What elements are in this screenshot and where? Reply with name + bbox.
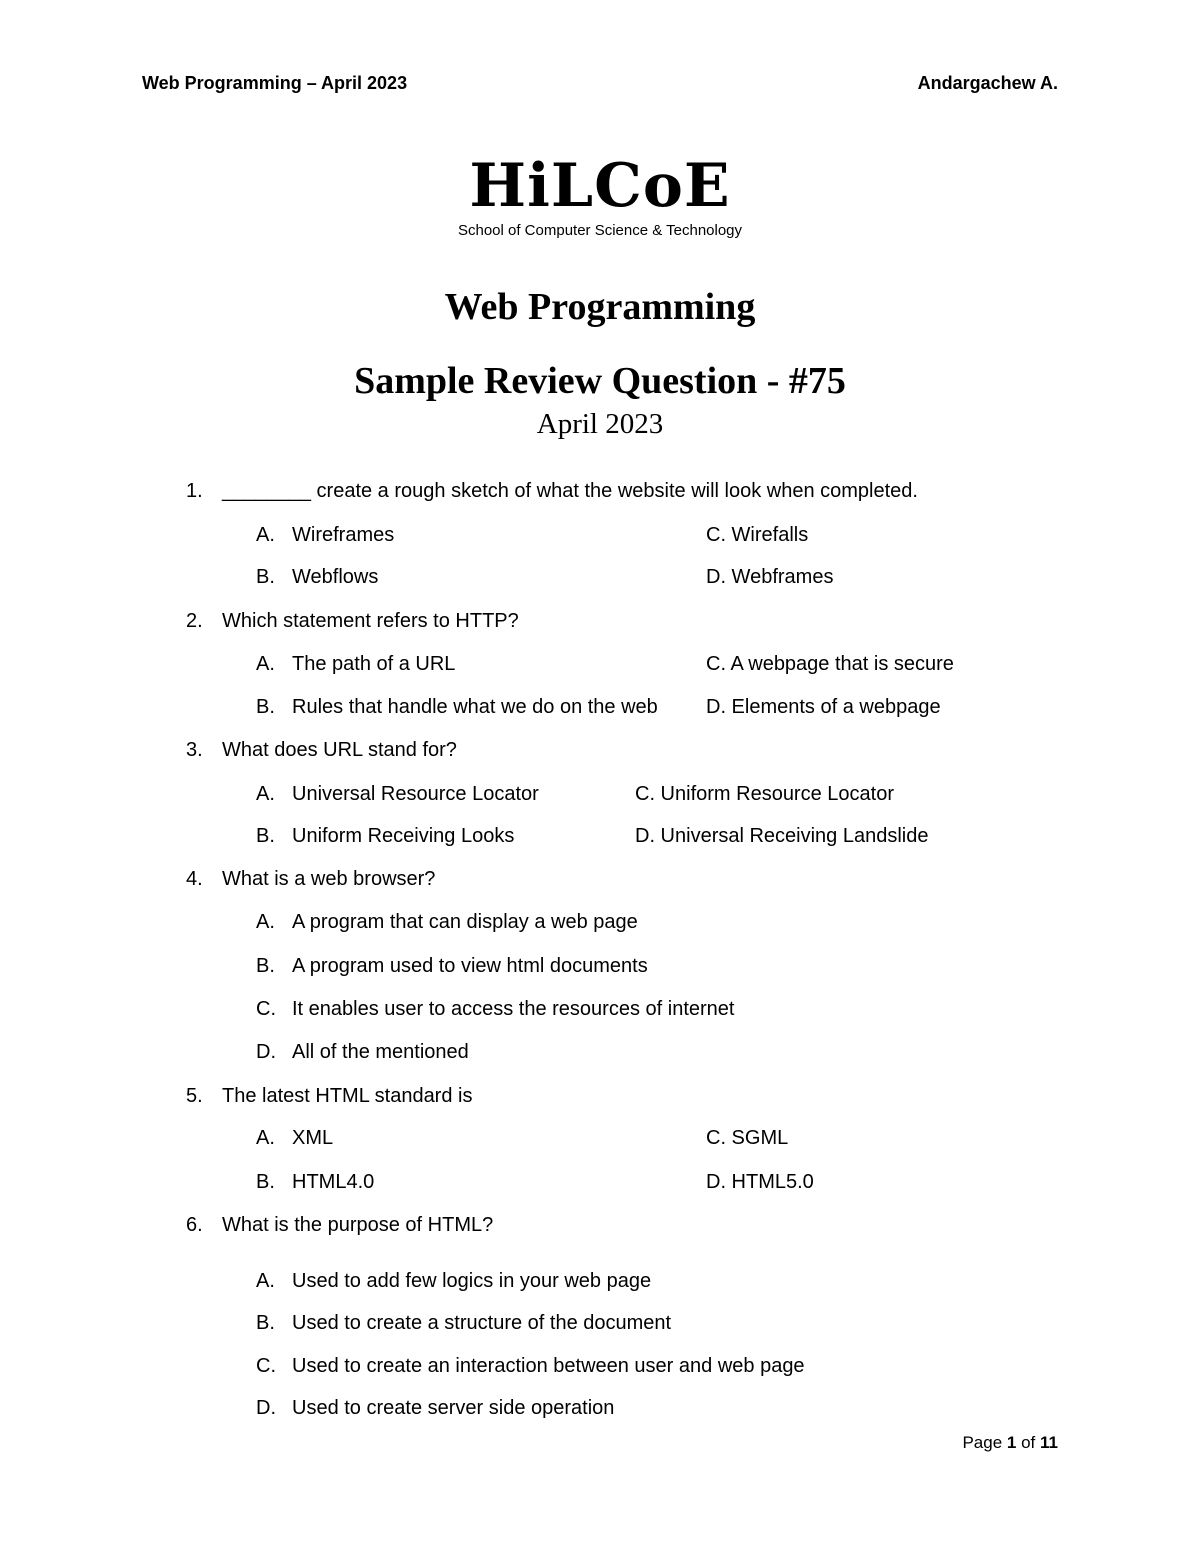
question-text: What is a web browser?	[222, 868, 436, 890]
option-text: All of the mentioned	[292, 1041, 469, 1063]
option-text: A program used to view html documents	[292, 955, 648, 977]
option-text: C. Uniform Resource Locator	[635, 783, 894, 805]
header-right: Andargachew A.	[917, 73, 1058, 93]
question-number: 5.	[186, 1085, 203, 1107]
question-number: 4.	[186, 868, 203, 890]
header-left: Web Programming – April 2023	[142, 73, 408, 93]
option-text: Wireframes	[292, 524, 395, 546]
option-text: A program that can display a web page	[292, 911, 638, 933]
option-1d	[706, 566, 833, 589]
option-text: D. Universal Receiving Landslide	[635, 825, 929, 847]
page-current: 1	[1006, 1433, 1017, 1452]
option-2c	[706, 653, 954, 676]
option-letter: A.	[256, 1127, 275, 1149]
question-number: 1.	[186, 480, 203, 502]
option-3d	[635, 825, 928, 848]
option-text: Uniform Receiving Looks	[292, 825, 515, 847]
option-letter: B.	[256, 955, 275, 977]
logo-subtitle: School of Computer Science & Technology	[457, 222, 743, 239]
question-2	[186, 610, 519, 633]
course-title: Web Programming	[444, 286, 756, 328]
option-5d	[706, 1171, 814, 1194]
option-letter: A.	[256, 653, 275, 675]
option-5b	[256, 1171, 374, 1194]
option-letter: B.	[256, 696, 275, 718]
option-4b	[256, 955, 648, 978]
option-text: HTML4.0	[292, 1171, 375, 1193]
option-4a	[256, 911, 638, 934]
option-4c	[256, 998, 734, 1021]
option-6a	[256, 1270, 651, 1293]
option-text: C. SGML	[706, 1127, 789, 1149]
question-number: 2.	[186, 610, 203, 632]
option-3b	[256, 825, 514, 848]
option-2d	[706, 696, 941, 719]
page-of: of	[1021, 1433, 1036, 1452]
question-text: What is the purpose of HTML?	[222, 1214, 494, 1236]
option-3c	[635, 783, 894, 806]
question-text: The latest HTML standard is	[222, 1085, 473, 1107]
question-number: 6.	[186, 1214, 203, 1236]
option-5c	[706, 1127, 788, 1150]
document-date: April 2023	[536, 408, 664, 440]
option-4d	[256, 1041, 469, 1064]
option-letter: D.	[256, 1397, 276, 1419]
option-1a	[256, 524, 394, 547]
option-letter: B.	[256, 825, 275, 847]
option-text: Webflows	[292, 566, 379, 588]
option-6c	[256, 1355, 805, 1378]
hilcoe-logo: HiLCoE	[469, 151, 731, 221]
question-text: What does URL stand for?	[222, 739, 457, 761]
option-text: Used to add few logics in your web page	[292, 1270, 652, 1292]
option-letter: D.	[256, 1041, 276, 1063]
question-5	[186, 1085, 472, 1108]
option-6d	[256, 1397, 614, 1420]
option-text: It enables user to access the resources of internet	[292, 998, 735, 1020]
page-label: Page	[962, 1433, 1003, 1452]
option-text: Used to create a structure of the document	[292, 1312, 672, 1334]
option-text: Used to create an interaction between user and web page	[292, 1355, 805, 1377]
option-2a	[256, 653, 455, 676]
option-letter: A.	[256, 1270, 275, 1292]
question-1	[186, 480, 918, 503]
option-3a	[256, 783, 539, 806]
question-text: Which statement refers to HTTP?	[222, 610, 519, 632]
option-text: Used to create server side operation	[292, 1397, 615, 1419]
question-4	[186, 868, 435, 891]
option-text: The path of a URL	[292, 653, 456, 675]
option-2b	[256, 696, 658, 719]
question-3	[186, 739, 457, 762]
option-5a	[256, 1127, 333, 1150]
page-number	[962, 1433, 1058, 1453]
option-1b	[256, 566, 378, 589]
option-text: D. HTML5.0	[706, 1171, 814, 1193]
page-total: 11	[1040, 1433, 1058, 1452]
option-letter: A.	[256, 783, 275, 805]
option-text: C. Wirefalls	[706, 524, 809, 546]
option-text: XML	[292, 1127, 334, 1149]
question-text: ________ create a rough sketch of what the website will look when completed.	[222, 480, 918, 502]
option-letter: A.	[256, 911, 275, 933]
option-text: D. Elements of a webpage	[706, 696, 941, 718]
option-letter: B.	[256, 566, 275, 588]
option-1c	[706, 524, 808, 547]
option-letter: C.	[256, 998, 276, 1020]
document-title: Sample Review Question - #75	[354, 360, 846, 402]
question-number: 3.	[186, 739, 203, 761]
option-text: C. A webpage that is secure	[706, 653, 954, 675]
option-6b	[256, 1312, 671, 1335]
option-letter: C.	[256, 1355, 276, 1377]
option-letter: B.	[256, 1171, 275, 1193]
question-6	[186, 1214, 493, 1237]
option-text: D. Webframes	[706, 566, 834, 588]
option-text: Rules that handle what we do on the web	[292, 696, 658, 718]
option-letter: B.	[256, 1312, 275, 1334]
option-letter: A.	[256, 524, 275, 546]
option-text: Universal Resource Locator	[292, 783, 539, 805]
